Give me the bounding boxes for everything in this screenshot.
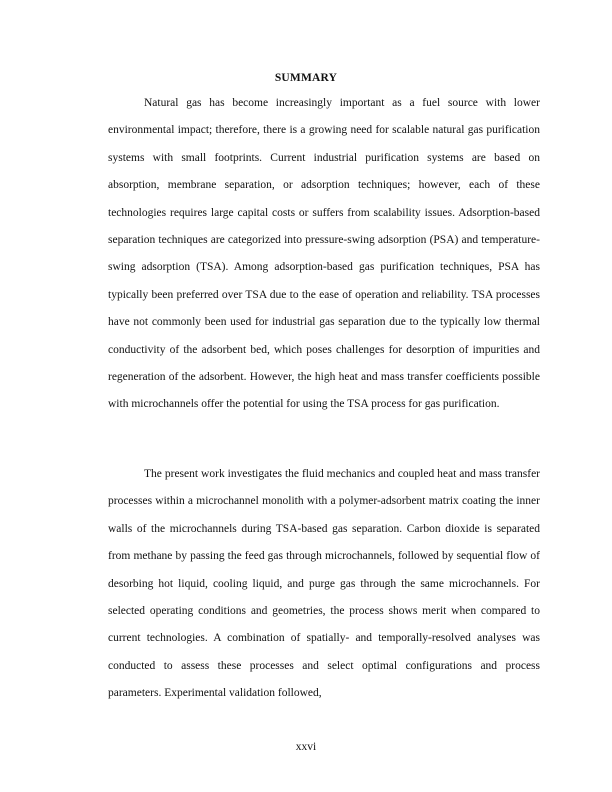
page-number: xxvi (295, 741, 317, 753)
summary-paragraph-2: The present work investigates the fluid mechanics and coupled heat and mass transfer processes within a microchannel monolith with a polymer-adsorbent matrix coating the inner walls of the microchannels during TSA-based gas separation. Carbon dioxide is separated from methane by passing the feed gas through microchannels, followed by sequential flow of desorbing hot liquid, cooling liquid, and purge gas through the same microchannels. For selected operating conditions and geometries, the process shows merit when compared to current technologies. A combination of spatially- and temporally-resolved analyses was conducted to assess these processes and select optimal configurations and process parameters. Experimental validation followed, (108, 468, 540, 700)
section-title: SUMMARY (274, 72, 338, 84)
summary-paragraph-1: Natural gas has become increasingly important as a fuel source with lower environmental impact; therefore, there is a growing need for scalable natural gas purification systems with small footprints. Current industrial purification systems are based on absorption, membrane separation, or adsorption techniques; however, each of these technologies requires large capital costs or suffers from scalability issues. Adsorption-based separation techniques are categorized into pressure-swing adsorption (PSA) and temperature-swing adsorption (TSA). Among adsorption-based gas purification techniques, PSA has typically been preferred over TSA due to the ease of operation and reliability. TSA processes have not commonly been used for industrial gas separation due to the typically low thermal conductivity of the adsorbent bed, which poses challenges for desorption of impurities and regeneration of the adsorbent. However, the high heat and mass transfer coefficients possible with microchannels offer the potential for using the TSA process for gas purification. (108, 97, 540, 411)
